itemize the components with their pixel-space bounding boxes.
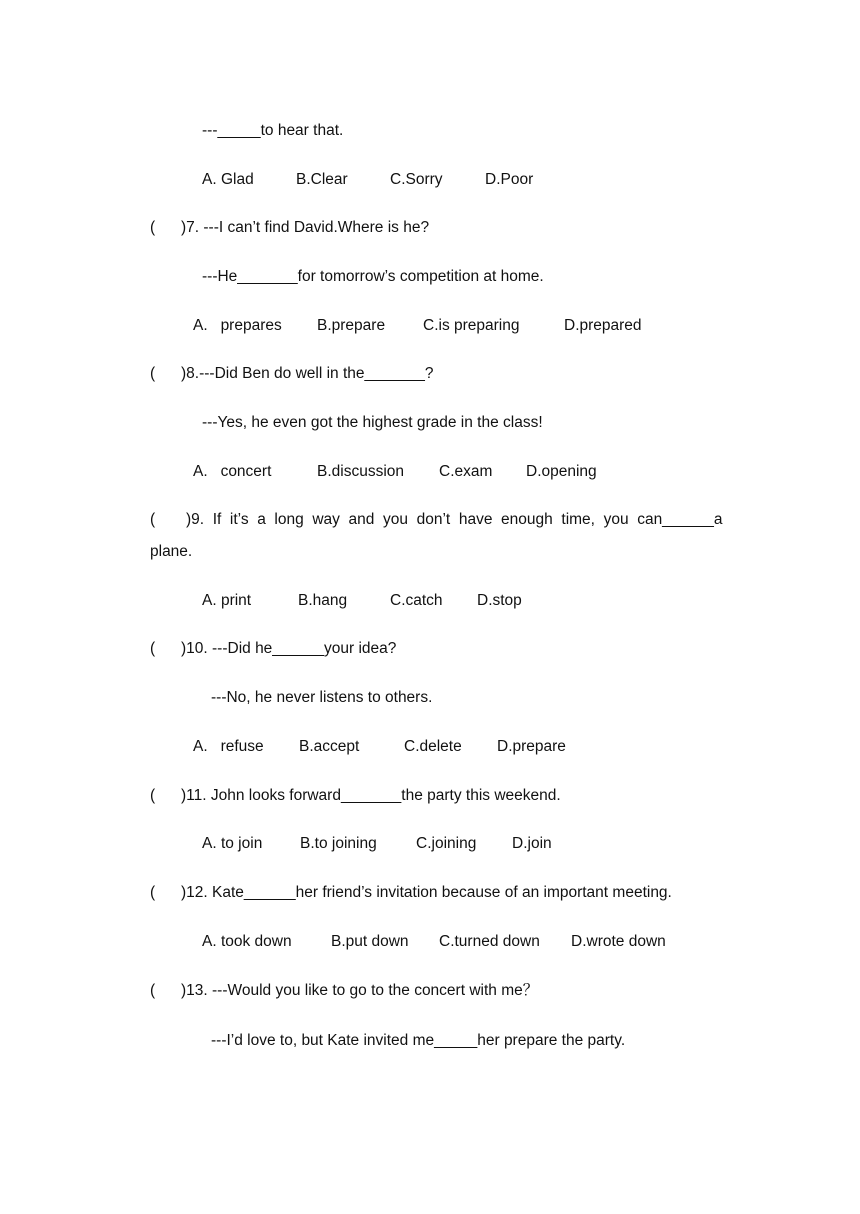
q11-answer-paren: (	[150, 787, 156, 804]
q11-stem: )11. John looks forward_______the party this weekend.	[181, 787, 561, 804]
q8-option-b: B.discussion	[317, 463, 405, 480]
q7-stem: )7. ---I can’t find David.Where is he?	[181, 219, 430, 236]
q9-option-b: B.hang	[298, 592, 348, 609]
q8-answer-paren: (	[150, 365, 156, 382]
q11-option-d: D.join	[512, 835, 552, 852]
q7-option-a: A. prepares	[193, 317, 282, 334]
q10-option-d: D.prepare	[497, 738, 566, 755]
q12-stem: )12. Kate______her friend’s invitation because of an important meeting.	[181, 884, 672, 901]
q8-response: ---Yes, he even got the highest grade in the class!	[202, 414, 543, 431]
q10-stem: )10. ---Did he______your idea?	[181, 640, 397, 657]
q9-option-c: C.catch	[390, 592, 443, 609]
q10-option-a: A. refuse	[193, 738, 264, 755]
q8-stem: )8.---Did Ben do well in the_______?	[181, 365, 434, 382]
q9-stem: )9. If it’s a long way and you don’t have enough time, you can______a	[186, 511, 723, 528]
q7-option-d: D.prepared	[564, 317, 642, 334]
q13-answer-paren: (	[150, 982, 156, 999]
q8-option-d: D.opening	[526, 463, 597, 480]
q13-response: ---I’d love to, but Kate invited me_____her prepare the party.	[211, 1032, 626, 1049]
q11-option-b: B.to joining	[300, 835, 377, 852]
q12-answer-paren: (	[150, 884, 156, 901]
q10-option-b: B.accept	[299, 738, 360, 755]
q6-option-d: D.Poor	[485, 171, 534, 188]
q11-option-c: C.joining	[416, 835, 477, 852]
q12-option-b: B.put down	[331, 933, 409, 950]
q10-response: ---No, he never listens to others.	[211, 689, 433, 706]
q7-option-b: B.prepare	[317, 317, 386, 334]
q10-answer-paren: (	[150, 640, 156, 657]
q6-option-c: C.Sorry	[390, 171, 443, 188]
q6-option-b: B.Clear	[296, 171, 348, 188]
q9-stem-continuation: plane.	[150, 543, 193, 560]
q12-option-a: A. took down	[202, 933, 292, 950]
q9-option-d: D.stop	[477, 592, 522, 609]
q7-answer-paren: (	[150, 219, 156, 236]
q7-option-c: C.is preparing	[423, 317, 520, 334]
q9-option-a: A. print	[202, 592, 252, 609]
q7-response: ---He_______for tomorrow’s competition at home.	[202, 268, 544, 285]
q11-option-a: A. to join	[202, 835, 263, 852]
q8-option-a: A. concert	[193, 463, 272, 480]
q12-option-d: D.wrote down	[571, 933, 666, 950]
q13-stem: )13. ---Would you like to go to the concert with me？	[181, 982, 539, 999]
q8-option-c: C.exam	[439, 463, 493, 480]
q6-option-a: A. Glad	[202, 171, 254, 188]
q12-option-c: C.turned down	[439, 933, 540, 950]
q9-answer-paren: (	[150, 511, 156, 528]
q10-option-c: C.delete	[404, 738, 462, 755]
q6-response: ---_____to hear that.	[202, 122, 344, 139]
